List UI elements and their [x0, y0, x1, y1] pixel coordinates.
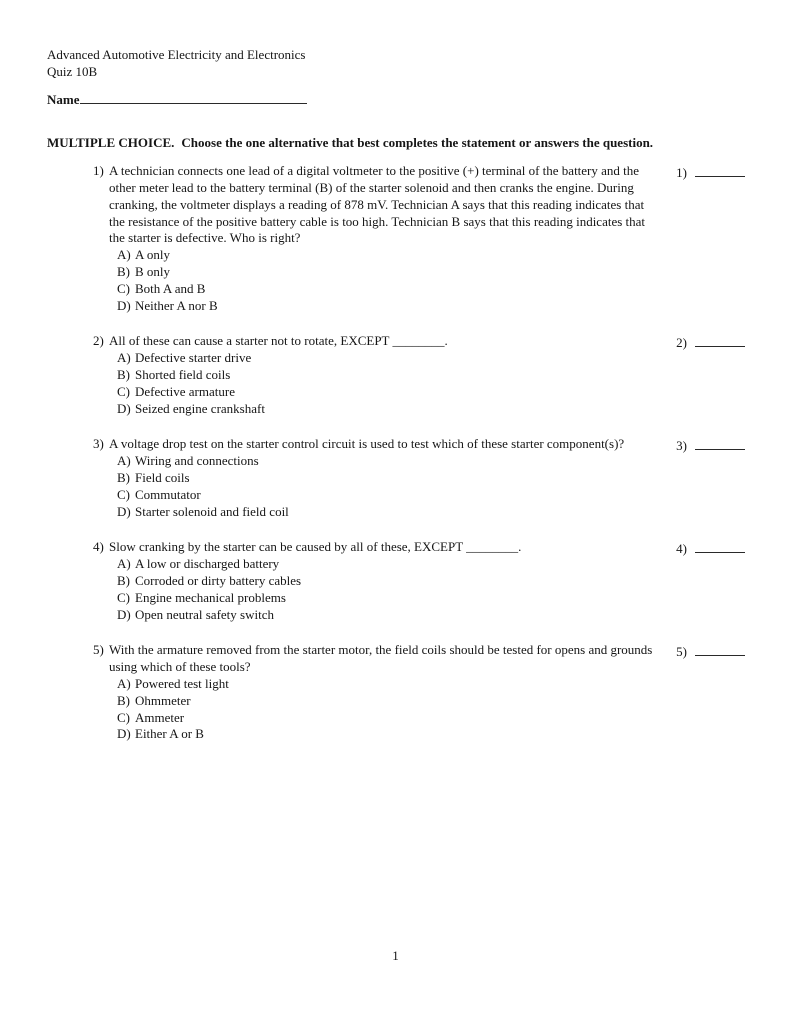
answer-slot: [676, 163, 745, 182]
option-text: Starter solenoid and field coil: [135, 503, 289, 519]
option-label: B): [117, 572, 130, 588]
option-row: [117, 710, 745, 727]
instructions: [47, 135, 745, 152]
quiz-title: Quiz 10B: [47, 63, 98, 79]
option-text: Defective armature: [135, 383, 235, 399]
question-number: 2): [93, 333, 104, 349]
option-text: Ohmmeter: [135, 692, 191, 708]
option-text: Commutator: [135, 486, 201, 502]
question-number: 1): [93, 163, 104, 179]
option-label: A): [117, 675, 131, 691]
option-row: [117, 281, 745, 298]
question-text: Slow cranking by the starter can be caused by all of these, EXCEPT ________.: [109, 539, 522, 555]
option-label: B): [117, 263, 130, 279]
option-label: C): [117, 709, 130, 725]
option-row: [117, 350, 745, 367]
options-list: [117, 350, 745, 417]
option-row: [117, 504, 745, 521]
answer-number: 1): [676, 165, 687, 181]
option-row: [117, 573, 745, 590]
questions-section: [47, 163, 745, 743]
option-row: [117, 556, 745, 573]
answer-blank: [695, 333, 745, 347]
question-text: All of these can cause a starter not to rotate, EXCEPT ________.: [109, 333, 448, 349]
option-text: Engine mechanical problems: [135, 589, 286, 605]
option-label: D): [117, 606, 131, 622]
option-row: [117, 607, 745, 624]
answer-slot: [676, 436, 745, 455]
question-number: 4): [93, 539, 104, 555]
option-text: Corroded or dirty battery cables: [135, 572, 302, 588]
option-text: A only: [135, 247, 171, 263]
option-label: C): [117, 383, 130, 399]
question-number: 3): [93, 436, 104, 452]
question-block-2: [47, 333, 745, 417]
options-list: [117, 247, 745, 314]
name-label: Name: [47, 91, 80, 107]
question-text: With the armature removed from the starter motor, the field coils should be tested for opens and grounds using which of these tools?: [109, 642, 653, 675]
option-label: A): [117, 247, 131, 263]
option-text: Field coils: [135, 469, 190, 485]
option-text: Ammeter: [135, 709, 185, 725]
option-label: A): [117, 556, 131, 572]
option-text: Either A or B: [135, 726, 204, 742]
instructions-heading: MULTIPLE CHOICE.: [47, 135, 175, 151]
option-row: [117, 247, 745, 264]
option-row: [117, 298, 745, 315]
question-text: A technician connects one lead of a digital voltmeter to the positive (+) terminal of the battery and the other meter lead to the battery terminal (B) of the starter solenoid and then cranks the engine. During cranking, the voltmeter displays a reading of 878 mV. Technician A says that this reading indicates that the resistance of the positive battery cable is too high. Technician B says that this reading indicates that the starter is defective. Who is right?: [109, 163, 646, 246]
question-text: A voltage drop test on the starter control circuit is used to test which of these starter component(s)?: [109, 436, 625, 452]
option-text: Open neutral safety switch: [135, 606, 274, 622]
option-row: [117, 453, 745, 470]
answer-number: 2): [676, 335, 687, 351]
question-block-3: [47, 436, 745, 520]
option-label: B): [117, 692, 130, 708]
option-row: [117, 401, 745, 418]
option-text: B only: [135, 263, 171, 279]
option-label: C): [117, 486, 130, 502]
question-block-1: [47, 163, 745, 314]
options-list: [117, 556, 745, 623]
option-text: Powered test light: [135, 675, 229, 691]
option-text: Seized engine crankshaft: [135, 400, 265, 416]
answer-number: 4): [676, 541, 687, 557]
answer-blank: [695, 163, 745, 177]
option-label: B): [117, 366, 130, 382]
options-list: [117, 453, 745, 520]
option-label: D): [117, 400, 131, 416]
option-text: Shorted field coils: [135, 366, 231, 382]
option-label: C): [117, 589, 130, 605]
question-number: 5): [93, 642, 104, 658]
option-label: B): [117, 469, 130, 485]
option-text: Wiring and connections: [135, 453, 259, 469]
option-row: [117, 264, 745, 281]
option-row: [117, 487, 745, 504]
option-row: [117, 470, 745, 487]
option-label: D): [117, 726, 131, 742]
option-row: [117, 726, 745, 743]
option-label: C): [117, 280, 130, 296]
option-text: Defective starter drive: [135, 350, 252, 366]
option-text: Neither A nor B: [135, 297, 218, 313]
option-row: [117, 590, 745, 607]
question-block-4: [47, 539, 745, 623]
options-list: [117, 676, 745, 743]
answer-slot: [676, 333, 745, 352]
option-row: [117, 676, 745, 693]
answer-blank: [695, 642, 745, 656]
option-label: D): [117, 297, 131, 313]
answer-number: 3): [676, 438, 687, 454]
answer-slot: [676, 642, 745, 661]
option-row: [117, 367, 745, 384]
name-blank: [80, 90, 307, 104]
option-label: D): [117, 503, 131, 519]
answer-slot: [676, 539, 745, 558]
option-text: Both A and B: [135, 280, 206, 296]
answer-blank: [695, 436, 745, 450]
answer-number: 5): [676, 644, 687, 660]
question-block-5: [47, 642, 745, 743]
answer-blank: [695, 539, 745, 553]
option-row: [117, 693, 745, 710]
option-label: A): [117, 453, 131, 469]
instructions-text: Choose the one alternative that best completes the statement or answers the question.: [181, 135, 654, 151]
page-number: 1: [392, 948, 399, 963]
name-row: [47, 90, 745, 109]
option-row: [117, 384, 745, 401]
option-text: A low or discharged battery: [135, 556, 280, 572]
course-title: Advanced Automotive Electricity and Electronics: [47, 47, 306, 62]
option-label: A): [117, 350, 131, 366]
